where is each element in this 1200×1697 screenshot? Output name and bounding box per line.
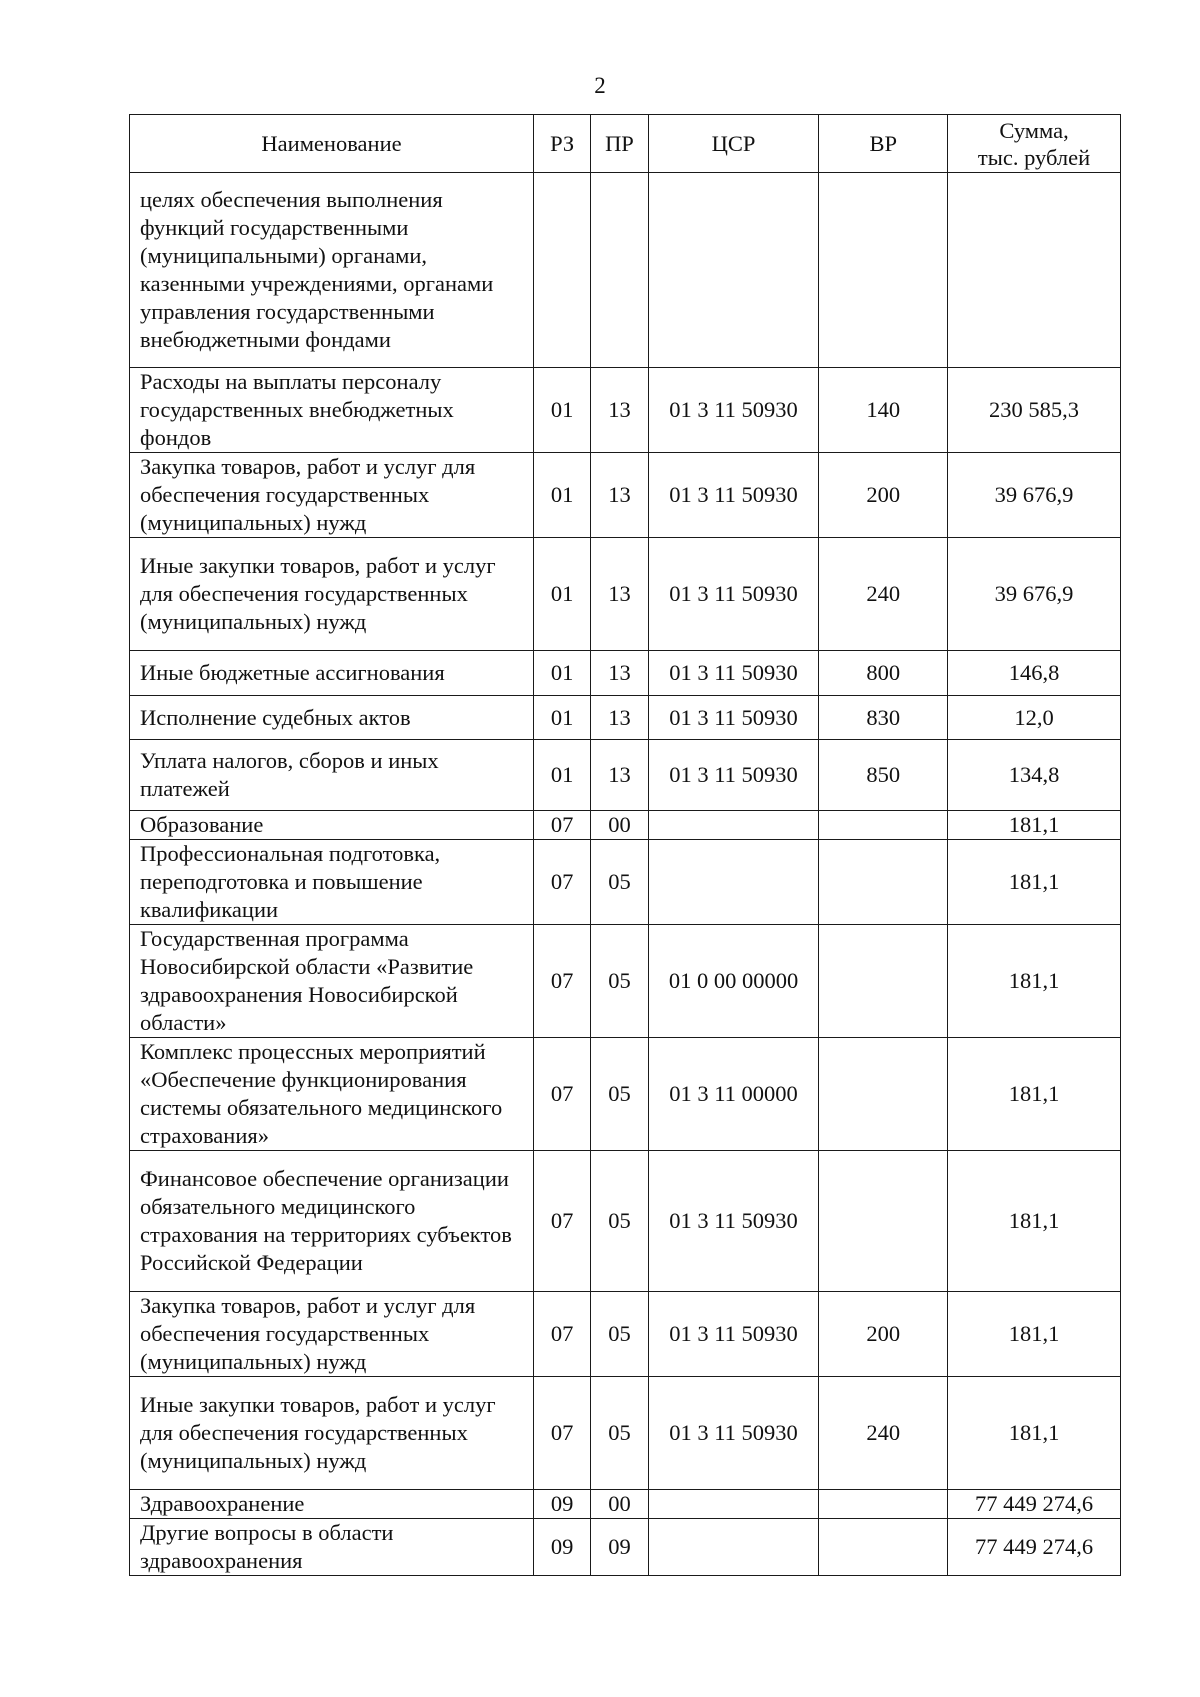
row-vr: 140 bbox=[819, 368, 948, 453]
row-sum: 181,1 bbox=[948, 925, 1121, 1038]
header-csr: ЦСР bbox=[648, 115, 819, 173]
row-rz: 01 bbox=[534, 453, 591, 538]
row-rz: 09 bbox=[534, 1519, 591, 1576]
row-sum: 77 449 274,6 bbox=[948, 1519, 1121, 1576]
row-pr: 13 bbox=[591, 538, 648, 651]
table-row bbox=[130, 173, 1121, 368]
row-vr: 850 bbox=[819, 740, 948, 811]
row-pr: 05 bbox=[591, 1292, 648, 1377]
row-csr: 01 3 11 50930 bbox=[648, 453, 819, 538]
table-row bbox=[130, 538, 1121, 651]
table-row bbox=[130, 1292, 1121, 1377]
table-row bbox=[130, 925, 1121, 1038]
row-csr: 01 3 11 50930 bbox=[648, 538, 819, 651]
row-csr bbox=[648, 840, 819, 925]
row-sum: 146,8 bbox=[948, 651, 1121, 696]
row-name: Закупка товаров, работ и услуг для обеспечения государственных (муниципальных) нужд bbox=[130, 453, 534, 538]
row-csr: 01 3 11 50930 bbox=[648, 651, 819, 696]
row-rz: 07 bbox=[534, 1377, 591, 1490]
row-pr: 13 bbox=[591, 651, 648, 696]
header-pr: ПР bbox=[591, 115, 648, 173]
table-row bbox=[130, 1490, 1121, 1519]
table-row bbox=[130, 1151, 1121, 1292]
row-csr: 01 3 11 50930 bbox=[648, 1377, 819, 1490]
row-rz: 07 bbox=[534, 1038, 591, 1151]
row-vr: 830 bbox=[819, 696, 948, 740]
row-name: Профессиональная подготовка, переподготовка и повышение квалификации bbox=[130, 840, 534, 925]
row-vr: 200 bbox=[819, 453, 948, 538]
row-sum: 12,0 bbox=[948, 696, 1121, 740]
row-vr bbox=[819, 925, 948, 1038]
row-name: Исполнение судебных актов bbox=[130, 696, 534, 740]
row-pr: 13 bbox=[591, 453, 648, 538]
table-row bbox=[130, 1377, 1121, 1490]
row-name: Расходы на выплаты персоналу государственных внебюджетных фондов bbox=[130, 368, 534, 453]
row-vr bbox=[819, 1490, 948, 1519]
budget-table bbox=[129, 114, 1121, 1576]
row-vr bbox=[819, 173, 948, 368]
row-rz bbox=[534, 173, 591, 368]
header-sum-line1: Сумма, bbox=[999, 117, 1069, 143]
header-sum-line2: тыс. рублей bbox=[977, 144, 1091, 170]
row-rz: 07 bbox=[534, 840, 591, 925]
row-sum: 181,1 bbox=[948, 1292, 1121, 1377]
row-rz: 07 bbox=[534, 1151, 591, 1292]
row-pr: 05 bbox=[591, 1151, 648, 1292]
row-sum: 39 676,9 bbox=[948, 453, 1121, 538]
row-csr: 01 3 11 00000 bbox=[648, 1038, 819, 1151]
row-sum: 134,8 bbox=[948, 740, 1121, 811]
row-sum bbox=[948, 173, 1121, 368]
row-rz: 01 bbox=[534, 368, 591, 453]
row-vr bbox=[819, 840, 948, 925]
row-name: Образование bbox=[130, 811, 534, 840]
row-name: Другие вопросы в области здравоохранения bbox=[130, 1519, 534, 1576]
page-number: 2 bbox=[594, 73, 606, 98]
row-vr bbox=[819, 1151, 948, 1292]
row-sum: 230 585,3 bbox=[948, 368, 1121, 453]
row-pr bbox=[591, 173, 648, 368]
row-csr bbox=[648, 1490, 819, 1519]
row-name: Уплата налогов, сборов и иных платежей bbox=[130, 740, 534, 811]
row-name: Иные бюджетные ассигнования bbox=[130, 651, 534, 696]
row-csr: 01 3 11 50930 bbox=[648, 696, 819, 740]
table-row bbox=[130, 840, 1121, 925]
row-name: Здравоохранение bbox=[130, 1490, 534, 1519]
row-sum: 181,1 bbox=[948, 811, 1121, 840]
row-csr bbox=[648, 173, 819, 368]
table-row bbox=[130, 811, 1121, 840]
table-row bbox=[130, 740, 1121, 811]
table-row bbox=[130, 1038, 1121, 1151]
row-pr: 13 bbox=[591, 368, 648, 453]
header-name: Наименование bbox=[130, 115, 534, 173]
row-csr: 01 3 11 50930 bbox=[648, 740, 819, 811]
row-sum: 77 449 274,6 bbox=[948, 1490, 1121, 1519]
row-pr: 00 bbox=[591, 811, 648, 840]
table-row bbox=[130, 1519, 1121, 1576]
row-sum: 181,1 bbox=[948, 1377, 1121, 1490]
header-vr: ВР bbox=[819, 115, 948, 173]
row-vr bbox=[819, 811, 948, 840]
row-vr: 240 bbox=[819, 1377, 948, 1490]
row-sum: 39 676,9 bbox=[948, 538, 1121, 651]
row-name: целях обеспечения выполнения функций государственными (муниципальными) органами, казенными учреждениями, органами управления государственными внебюджетными фондами bbox=[130, 173, 534, 368]
row-pr: 00 bbox=[591, 1490, 648, 1519]
row-rz: 01 bbox=[534, 696, 591, 740]
row-vr bbox=[819, 1519, 948, 1576]
row-name: Комплекс процессных мероприятий «Обеспечение функционирования системы обязательного медицинского страхования» bbox=[130, 1038, 534, 1151]
table-row bbox=[130, 453, 1121, 538]
row-sum: 181,1 bbox=[948, 840, 1121, 925]
row-pr: 05 bbox=[591, 840, 648, 925]
row-csr bbox=[648, 1519, 819, 1576]
table-row bbox=[130, 696, 1121, 740]
row-csr: 01 3 11 50930 bbox=[648, 368, 819, 453]
row-rz: 07 bbox=[534, 811, 591, 840]
row-sum: 181,1 bbox=[948, 1151, 1121, 1292]
row-vr: 240 bbox=[819, 538, 948, 651]
header-sum bbox=[948, 115, 1121, 173]
table-row bbox=[130, 368, 1121, 453]
row-rz: 09 bbox=[534, 1490, 591, 1519]
row-vr: 800 bbox=[819, 651, 948, 696]
table-header-row bbox=[130, 115, 1121, 173]
row-rz: 01 bbox=[534, 740, 591, 811]
row-rz: 07 bbox=[534, 1292, 591, 1377]
row-pr: 05 bbox=[591, 1038, 648, 1151]
row-pr: 09 bbox=[591, 1519, 648, 1576]
row-vr: 200 bbox=[819, 1292, 948, 1377]
row-rz: 01 bbox=[534, 538, 591, 651]
row-csr: 01 0 00 00000 bbox=[648, 925, 819, 1038]
row-sum: 181,1 bbox=[948, 1038, 1121, 1151]
header-rz: РЗ bbox=[534, 115, 591, 173]
row-name: Закупка товаров, работ и услуг для обеспечения государственных (муниципальных) нужд bbox=[130, 1292, 534, 1377]
row-csr: 01 3 11 50930 bbox=[648, 1292, 819, 1377]
row-rz: 01 bbox=[534, 651, 591, 696]
table-row bbox=[130, 651, 1121, 696]
row-pr: 13 bbox=[591, 740, 648, 811]
row-vr bbox=[819, 1038, 948, 1151]
row-name: Государственная программа Новосибирской области «Развитие здравоохранения Новосибирской области» bbox=[130, 925, 534, 1038]
row-csr bbox=[648, 811, 819, 840]
row-pr: 05 bbox=[591, 1377, 648, 1490]
row-name: Иные закупки товаров, работ и услуг для обеспечения государственных (муниципальных) нужд bbox=[130, 538, 534, 651]
row-name: Иные закупки товаров, работ и услуг для обеспечения государственных (муниципальных) нужд bbox=[130, 1377, 534, 1490]
row-rz: 07 bbox=[534, 925, 591, 1038]
row-pr: 13 bbox=[591, 696, 648, 740]
row-pr: 05 bbox=[591, 925, 648, 1038]
row-name: Финансовое обеспечение организации обязательного медицинского страхования на территориях субъектов Российской Федерации bbox=[130, 1151, 534, 1292]
row-csr: 01 3 11 50930 bbox=[648, 1151, 819, 1292]
